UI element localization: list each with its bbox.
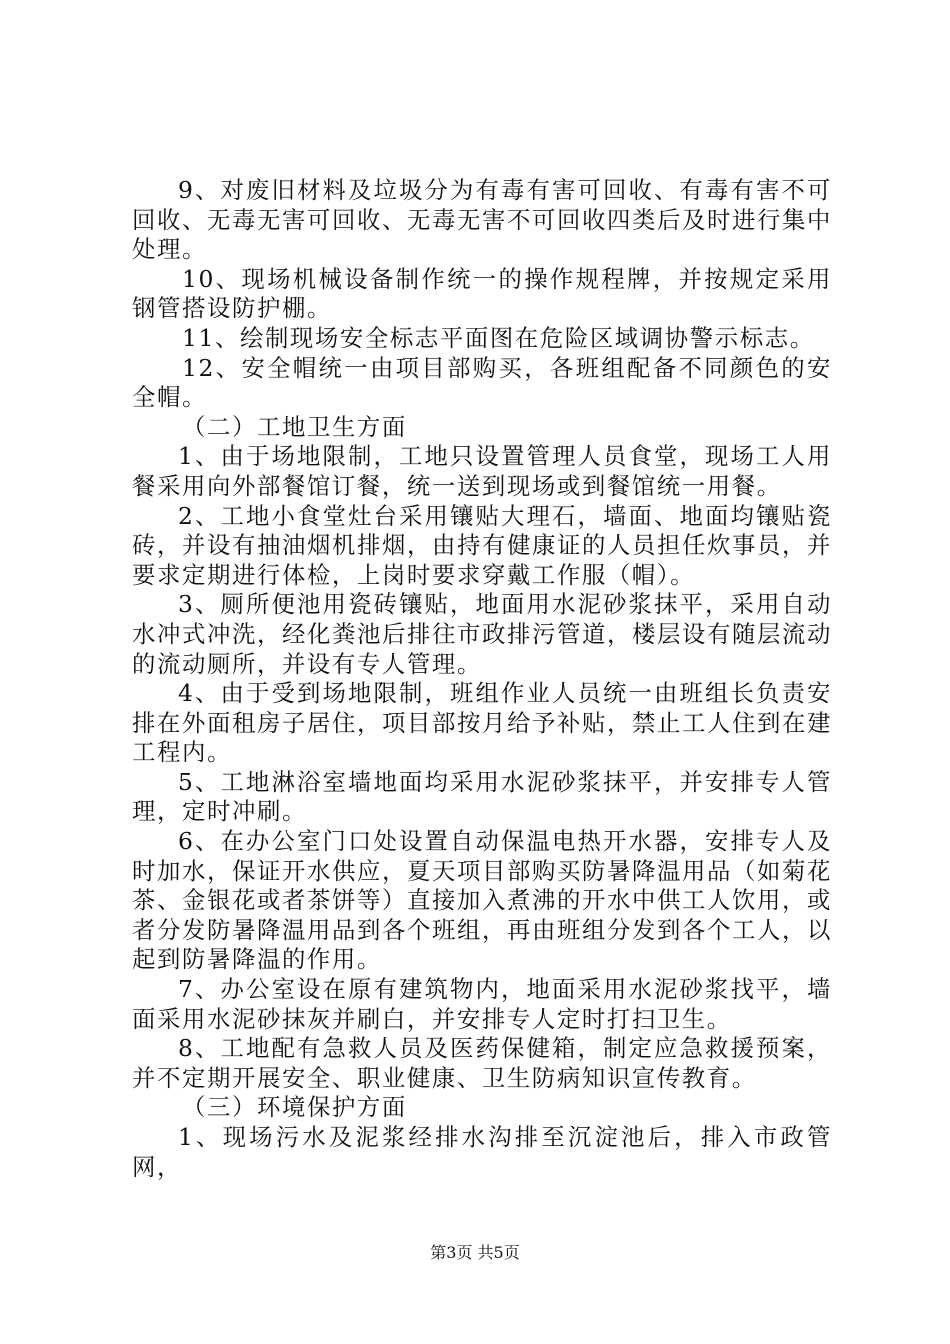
section-heading-environment: （三）环境保护方面	[182, 1093, 407, 1122]
paragraph-hygiene-1: 1、由于场地限制，工地只设置管理人员食堂，现场工人用餐采用向外部餐馆订餐，统一送到现场或到餐馆统一用餐。	[132, 442, 832, 500]
paragraph-hygiene-6: 6、在办公室门口处设置自动保温电热开水器，安排专人及时加水，保证开水供应，夏天项目部购买防暑降温用品（如菊花茶、金银花或者茶饼等）直接加入煮沸的开水中供工人饮用，或者分发防暑降温用品到各个班组，再由班组分发到各个工人，以起到防暑降温的作用。	[132, 827, 832, 974]
paragraph-hygiene-2: 2、工地小食堂灶台采用镶贴大理石，墙面、地面均镶贴瓷砖，并设有抽油烟机排烟，由持有健康证的人员担任炊事员，并要求定期进行体检，上岗时要求穿戴工作服（帽）。	[132, 501, 832, 589]
paragraph-item-9: 9、对废旧材料及垃圾分为有毒有害可回收、有毒有害不可回收、无毒无害可回收、无毒无害不可回收四类后及时进行集中处理。	[132, 176, 832, 264]
paragraph-hygiene-3: 3、厕所便池用瓷砖镶贴，地面用水泥砂浆抹平，采用自动水冲式冲洗，经化粪池后排往市政排污管道，楼层设有随层流动的流动厕所，并设有专人管理。	[132, 590, 832, 678]
paragraph-hygiene-5: 5、工地淋浴室墙地面均采用水泥砂浆抹平，并安排专人管理，定时冲刷。	[132, 767, 832, 826]
section-heading-site-hygiene: （二）工地卫生方面	[182, 412, 407, 441]
paragraph-hygiene-7: 7、办公室设在原有建筑物内，地面采用水泥砂浆找平，墙面采用水泥砂抹灰并刷白，并安排专人定时打扫卫生。	[132, 975, 832, 1033]
document-body	[132, 176, 832, 1182]
paragraph-hygiene-4: 4、由于受到场地限制，班组作业人员统一由班组长负责安排在外面租房子居住，项目部按月给予补贴，禁止工人住到在建工程内。	[132, 679, 832, 767]
paragraph-item-12: 12、安全帽统一由项目部购买，各班组配备不同颜色的安全帽。	[132, 353, 832, 412]
paragraph-item-10: 10、现场机械设备制作统一的操作规程牌，并按规定采用钢管搭设防护棚。	[132, 264, 832, 323]
paragraph-item-11: 11、绘制现场安全标志平面图在危险区域调协警示标志。	[182, 323, 815, 352]
paragraph-environment-1: 1、现场污水及泥浆经排水沟排至沉淀池后，排入市政管网，	[132, 1123, 832, 1181]
paragraph-hygiene-8: 8、工地配有急救人员及医药保健箱，制定应急救援预案，并不定期开展安全、职业健康、卫生防病知识宣传教育。	[132, 1034, 832, 1092]
page-footer: 第3页 共5页	[430, 1243, 520, 1262]
